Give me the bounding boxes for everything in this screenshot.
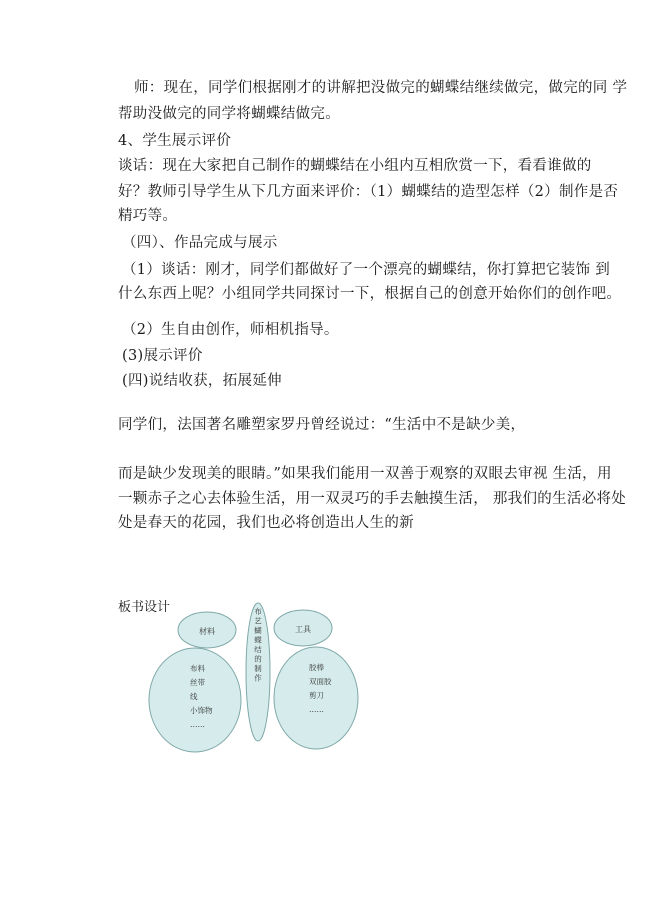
paragraph-line: 师：现在，同学们根据刚才的讲解把没做完的蝴蝶结继续做完，做完的同 学 [134,80,628,96]
paragraph-line: 一颗赤子之心去体验生活，用一双灵巧的手去触摸生活， 那我们的生活必将处 [118,491,627,507]
top-left-label: 材料 [199,627,215,636]
center-label-char: 蝴 [254,626,262,635]
paragraph-line: （1）谈话：刚才，同学们都做好了一个漂亮的蝴蝶结，你打算把它装饰 到 [122,262,611,278]
paragraph-line: 精巧等。 [118,208,178,224]
left-wing-item: 布料 [190,664,205,673]
paragraph-line: 同学们，法国著名雕塑家罗丹曾经说过：“生活中不是缺少美， [118,417,526,433]
paragraph-line: 什么东西上呢？小组同学共同探讨一下，根据自己的创意开始你们的创作吧。 [118,286,622,302]
center-label-char: 制 [254,664,262,673]
right-wing-item: 剪刀 [309,691,324,700]
paragraph-line: 谈话：现在大家把自己制作的蝴蝶结在小组内互相欣赏一下，看看谁做的 [118,158,592,174]
left-wing-item: 丝带 [190,678,205,687]
center-label-char: 作 [254,673,262,683]
center-label-char: 布 [254,607,262,616]
paragraph-line: (四)说结收获，拓展延伸 [122,373,282,389]
center-label-char: 艺 [254,616,262,626]
section-heading: （四）、作品完成与展示 [122,235,278,251]
center-label-char: 结 [254,645,262,654]
paragraph-line: (3)展示评价 [122,348,203,364]
section-heading: 4、学生展示评价 [118,133,232,149]
right-wing-item: 双面胶 [309,677,332,686]
center-label-char: 蝶 [254,635,262,645]
paragraph-line: 好？教师引导学生从下几方面来评价：（1）蝴蝶结的造型怎样（2）制作是否 [118,184,619,200]
left-wing-item: …… [190,720,205,729]
paragraph-line: 帮助没做完的同学将蝴蝶结做完。 [118,106,340,122]
right-wing-item: 胶棒 [309,663,324,672]
left-wing-item: 小饰物 [190,706,213,715]
paragraph-line: （2）生自由创作，师相机指导。 [122,322,339,338]
paragraph-line: 而是缺少发现美的眼睛。”如果我们能用一双善于观察的双眼去审视 生活，用 [118,466,612,482]
right-wing-item: …… [309,705,324,714]
center-label-char: 的 [254,654,262,664]
paragraph-line: 处是春天的花园，我们也必将创造出人生的新 [118,515,414,531]
top-right-label: 工具 [295,625,311,634]
center-label-column [254,606,262,683]
left-wing-item: 线 [190,692,198,701]
board-design-title: 板书设计 [118,600,171,615]
